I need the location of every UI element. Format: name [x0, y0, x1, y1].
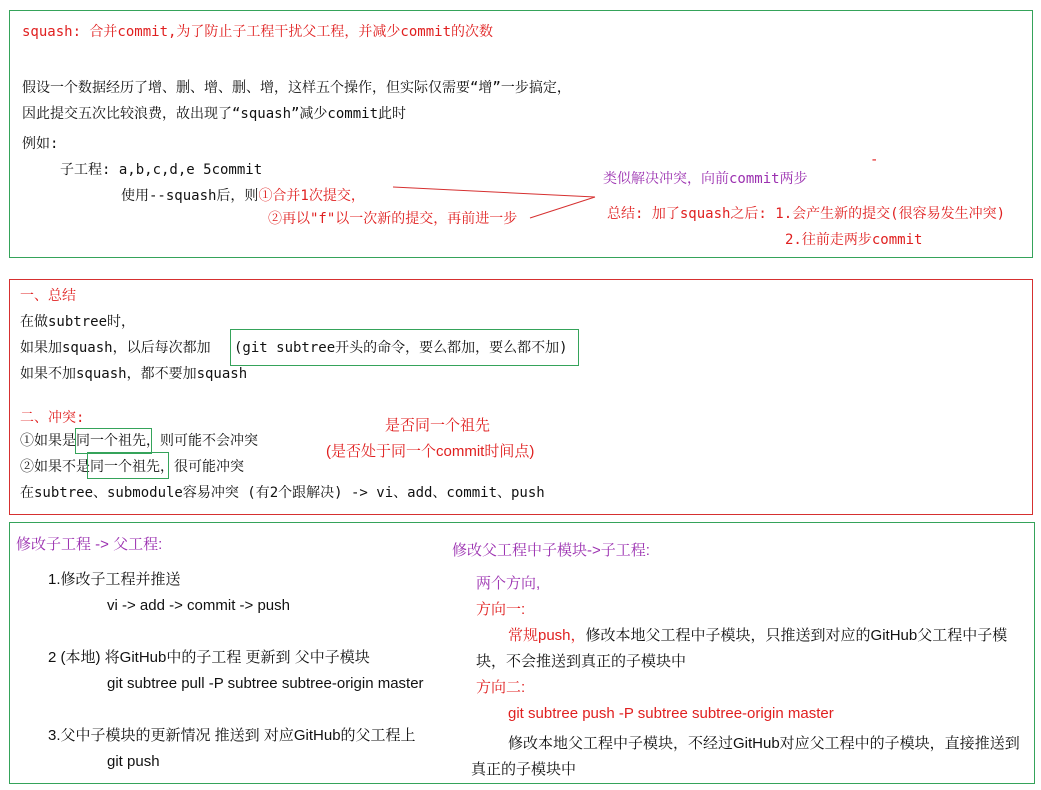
- dash-mark: -: [870, 152, 879, 168]
- conflict-line-3: 在subtree、submodule容易冲突 (有2个跟解决) -> vi、add、commit、push: [20, 485, 545, 501]
- similar-conflict-note: 类似解决冲突，向前commit两步: [603, 171, 808, 187]
- same-ancestor-box-2: [87, 452, 169, 479]
- step-1: 1.修改子工程并推送: [48, 571, 181, 588]
- intro-line-1: 假设一个数据经历了增、删、增、删、增，这样五个操作，但实际仅需要“增”一步搞定，: [22, 80, 571, 96]
- direction-2-text-cont: 真正的子模块中: [471, 761, 577, 778]
- step-1-command: vi -> add -> commit -> push: [107, 597, 290, 614]
- same-commit-time-note: (是否处于同一个commit时间点): [326, 443, 535, 460]
- subproject-line: 子工程: a,b,c,d,e 5commit: [60, 162, 263, 178]
- direction-1-text-cont: 块，不会推送到真正的子模块中: [476, 653, 687, 670]
- step-2-command: git subtree pull -P subtree subtree-origin master: [107, 675, 424, 692]
- same-ancestor-box-1: [75, 428, 152, 454]
- intro-line-2: 因此提交五次比较浪费，故出现了“squash”减少commit此时: [22, 106, 407, 122]
- direction-1-text: 修改本地父工程中子模块，只推送到对应的GitHub父工程中子模: [585, 627, 1008, 644]
- example-label: 例如:: [22, 136, 59, 152]
- direction-2-command: git subtree push -P subtree subtree-origin master: [508, 705, 834, 722]
- squash-rule-boxed-text: (git subtree开头的命令，要么都加，要么都不加): [234, 340, 568, 356]
- summary-line-1: 总结: 加了squash之后: 1.会产生新的提交(很容易发生冲突): [607, 206, 1006, 222]
- direction-1-label: 方向一:: [476, 601, 526, 618]
- conflict-line-1: ①如果是同一个祖先，则可能不会冲突: [20, 433, 258, 449]
- merge-once-note: ①合并1次提交，: [258, 188, 365, 204]
- summary-conflict-section: [9, 279, 1033, 515]
- no-squash-line: 如果不加squash，都不要加squash: [20, 366, 248, 382]
- regular-push: 常规push，: [508, 627, 586, 644]
- step-2: 2 (本地) 将GitHub中的子工程 更新到 父中子模块: [48, 649, 370, 666]
- direction-2-text: 修改本地父工程中子模块，不经过GitHub对应父工程中的子模块，直接推送到: [508, 735, 1020, 752]
- parent-to-child-title: 修改父工程中子模块->子工程:: [452, 542, 650, 559]
- child-to-parent-title: 修改子工程 -> 父工程:: [16, 536, 163, 553]
- summary-heading: 一、总结: [20, 288, 76, 304]
- conflict-line-2: ②如果不是同一个祖先，很可能冲突: [20, 459, 244, 475]
- squash-rule-prefix: 如果加squash，以后每次都加: [20, 340, 211, 356]
- summary-line-2: 2.往前走两步commit: [785, 232, 923, 248]
- squash-title: squash: 合并commit,为了防止子工程干扰父工程，并减少commit的次数: [22, 24, 494, 40]
- conflict-heading: 二、冲突:: [20, 410, 85, 426]
- direction-1-line: [508, 626, 1007, 646]
- use-squash-prefix: 使用--squash后，则: [121, 188, 259, 204]
- direction-2-label: 方向二:: [476, 679, 526, 696]
- same-ancestor-note: 是否同一个祖先: [385, 417, 491, 434]
- two-directions: 两个方向,: [476, 575, 541, 592]
- step-3: 3.父中子模块的更新情况 推送到 对应GitHub的父工程上: [48, 727, 416, 744]
- commit-f-note: ②再以"f"以一次新的提交，再前进一步: [268, 211, 518, 227]
- subtree-line: 在做subtree时，: [20, 314, 136, 330]
- step-3-command: git push: [107, 753, 160, 770]
